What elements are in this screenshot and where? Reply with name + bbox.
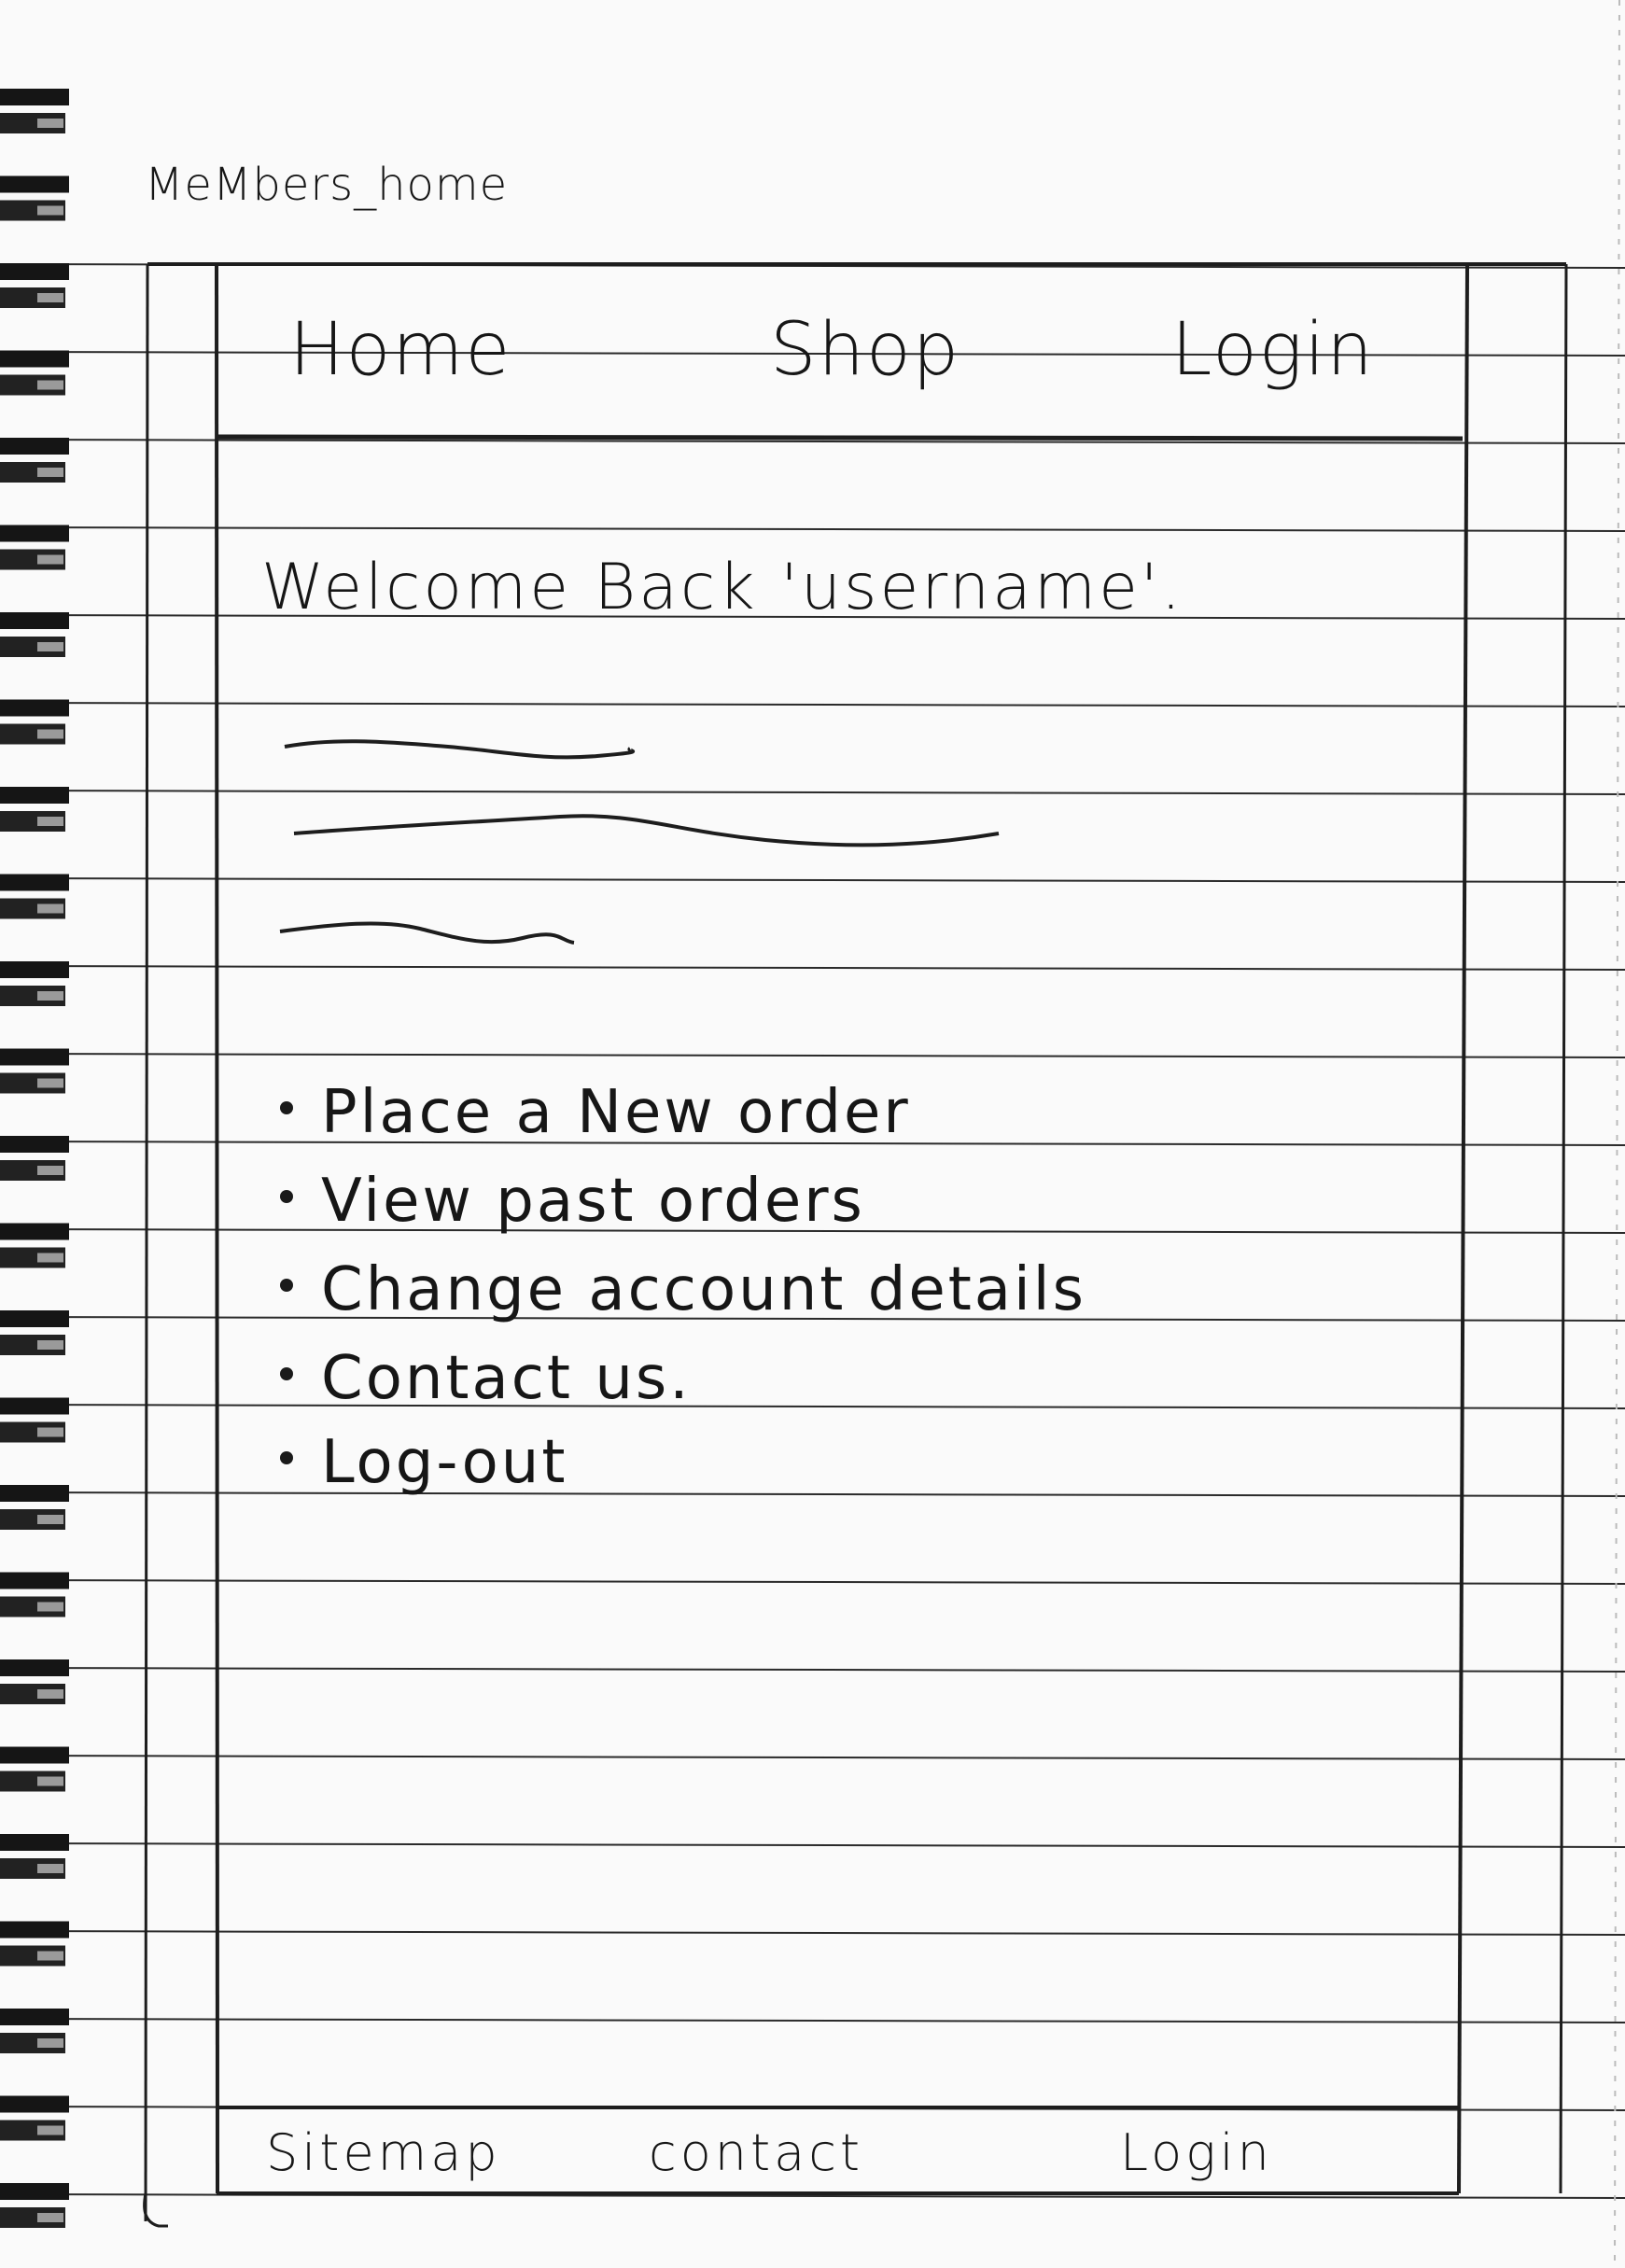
spiral-coil [0,438,69,483]
spiral-coil [0,351,69,396]
spiral-coil [0,1224,69,1268]
menu-item-label: View past orders [321,1167,865,1236]
spiral-coil [0,1922,69,1967]
spiral-coil [0,2183,69,2228]
ruled-line [0,2194,1625,2198]
nav-login-link[interactable]: Login [1171,308,1375,392]
ruled-line [0,878,1625,882]
ruled-line [0,2019,1625,2023]
ruled-line [0,527,1625,531]
ruled-line [0,1931,1625,1935]
spiral-coil [0,176,69,221]
spiral-coil [0,875,69,919]
ruled-line [0,1580,1625,1584]
ruled-line [0,1843,1625,1847]
spiral-coil [0,787,69,832]
ruled-line [0,1054,1625,1057]
footer-login-link[interactable]: Login [1120,2123,1273,2182]
footer-contact-link[interactable]: contact [649,2123,864,2182]
spiral-coil [0,1834,69,1879]
footer-sitemap-link[interactable]: Sitemap [266,2123,501,2182]
bullet-icon [280,1451,293,1464]
nav-home-link[interactable]: Home [289,308,512,392]
menu-item-place-order[interactable] [280,1078,911,1147]
spiral-coil [0,2009,69,2053]
spiral-coil [0,1310,69,1355]
ruled-line [0,1668,1625,1672]
spiral-coil [0,525,69,570]
page-title: MeMbers_home [145,159,509,211]
ruled-line [0,1405,1625,1408]
spiral-coil [0,700,69,745]
bullet-icon [280,1190,293,1203]
menu-item-label: Contact us. [321,1344,692,1413]
spiral-coil [0,1659,69,1704]
nav-shop-link[interactable]: Shop [770,308,961,392]
bullet-icon [280,1367,293,1380]
spiral-coil [0,961,69,1006]
menu-item-label: Log-out [321,1428,568,1497]
menu-item-contact-us[interactable] [280,1344,692,1413]
spiral-coil [0,1485,69,1530]
ruled-line [0,966,1625,970]
bullet-icon [280,1101,293,1114]
spiral-coil [0,612,69,657]
ruled-line [0,1492,1625,1496]
ruled-line [0,791,1625,794]
menu-item-label: Place a New order [321,1078,911,1147]
ruled-line [0,1756,1625,1759]
spiral-binding [0,0,75,2268]
spiral-coil [0,1049,69,1094]
menu-item-past-orders[interactable] [280,1167,865,1236]
bullet-icon [280,1279,293,1292]
spiral-coil [0,263,69,308]
spiral-coil [0,1747,69,1792]
spiral-coil [0,89,69,133]
ruled-line [0,440,1625,443]
spiral-coil [0,1398,69,1443]
menu-item-account-details[interactable] [280,1255,1086,1324]
page-edge [1615,0,1619,2268]
spiral-coil [0,1136,69,1181]
menu-item-log-out[interactable] [280,1428,567,1497]
ruled-line [0,2107,1625,2110]
ruled-line [0,264,1625,268]
spiral-coil [0,1573,69,1617]
welcome-heading: Welcome Back 'username'. [261,551,1184,624]
menu-item-label: Change account details [321,1255,1086,1324]
ruled-line [0,703,1625,707]
spiral-coil [0,2096,69,2141]
